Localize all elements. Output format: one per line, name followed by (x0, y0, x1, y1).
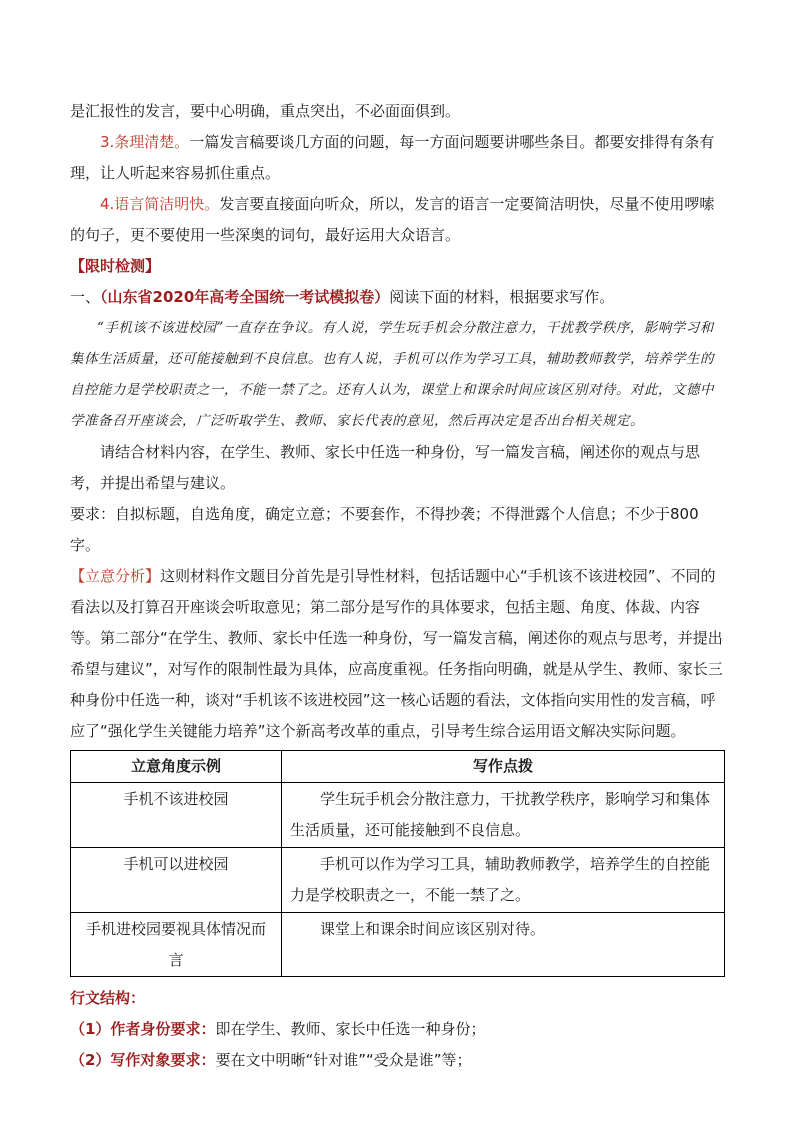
task-text: 请结合材料内容，在学生、教师、家长中任选一种身份，写一篇发言稿，阐述你的观点与思考，并提出希望与建议。 (70, 443, 701, 492)
table-cell-angle: 手机可以进校园 (71, 848, 282, 913)
structure-item-label: （1）作者身份要求： (70, 1020, 216, 1038)
question-prompt: 阅读下面的材料，根据要求写作。 (389, 288, 615, 306)
table-cell-tip: 课堂上和课余时间应该区别对待。 (282, 913, 725, 977)
angle-table (70, 750, 725, 977)
analysis-text: 这则材料作文题目分首先是引导性材料，包括话题中心“手机该不该进校园”、不同的看法以及打算召开座谈会听取意见；第二部分是写作的具体要求，包括主题、角度、体裁、内容等。第二部分“在学生、教师、家长中任选一种身份，写一篇发言稿，阐述你的观点与思考，并提出希望与建议”，对写作的限制性最为具体，应高度重视。任务指向明确，就是从学生、教师、家长三种身份中任选一种，谈对“手机该不该进校园”这一核心话题的看法，文体指向实用性的发言稿，呼应了“强化学生关键能力培养”这个新高考改革的重点，引导考生综合运用语文解决实际问题。 (70, 567, 723, 740)
point-3-title: 3.条理清楚。 (100, 133, 190, 151)
structure-item (70, 1045, 725, 1076)
analysis (70, 561, 725, 747)
table-header-angle: 立意角度示例 (71, 751, 282, 783)
structure-item (70, 1014, 725, 1045)
table-header-tip: 写作点拨 (282, 751, 725, 783)
table-cell-angle: 手机不该进校园 (71, 783, 282, 848)
material-text: “手机该不该进校园”一直存在争议。有人说，学生玩手机会分散注意力，干扰教学秩序，影响学习和集体生活质量，还可能接触到不良信息。也有人说，手机可以作为学习工具，辅助教师教学，培养学生的自控能力是学校职责之一，不能一禁了之。还有人认为，课堂上和课余时间应该区别对待。对此，文德中学准备召开座谈会，广泛听取学生、教师、家长代表的意见，然后再决定是否出台相关规定。 (70, 320, 714, 429)
table-cell-angle: 手机进校园要视具体情况而言 (71, 913, 282, 977)
structure-item-text: 要在文中明晰“针对谁”“受众是谁”等； (215, 1051, 472, 1069)
point-3-text: 一篇发言稿要谈几方面的问题，每一方面问题要讲哪些条目。都要安排得有条有理，让人听起来容易抓住重点。 (70, 133, 715, 182)
structure-title: 行文结构： (70, 989, 146, 1007)
point-4-text: 发言要直接面向听众，所以，发言的语言一定要简洁明快，尽量不使用啰嗦的句子，更不要使用一些深奥的词句，最好运用大众语言。 (70, 195, 715, 244)
point-4 (70, 189, 725, 251)
document-page (70, 96, 725, 1076)
structure-item-label: （2）写作对象要求： (70, 1051, 216, 1069)
point-3 (70, 127, 725, 189)
table-header-row (71, 751, 725, 783)
question-number: 一、 (70, 288, 101, 306)
table-cell-tip: 学生玩手机会分散注意力，干扰教学秩序，影响学习和集体生活质量，还可能接触到不良信息。 (282, 783, 725, 848)
table-row (71, 848, 725, 913)
analysis-label: 【立意分析】 (70, 567, 161, 585)
intro-line: 是汇报性的发言，要中心明确，重点突出，不必面面俱到。 (70, 102, 461, 120)
question (70, 282, 725, 313)
table-row (71, 783, 725, 848)
structure-item-text: 即在学生、教师、家长中任选一种身份； (215, 1020, 486, 1038)
table-row (71, 913, 725, 977)
section-label: 【限时检测】 (70, 257, 161, 275)
point-4-title: 4.语言简洁明快。 (100, 195, 220, 213)
question-source: （山东省2020年高考全国统一考试模拟卷） (100, 288, 390, 306)
requirements-text: 要求：自拟标题，自选角度，确定立意；不要套作，不得抄袭；不得泄露个人信息；不少于800字。 (70, 505, 699, 554)
table-cell-tip: 手机可以作为学习工具，辅助教师教学，培养学生的自控能力是学校职责之一，不能一禁了之。 (282, 848, 725, 913)
